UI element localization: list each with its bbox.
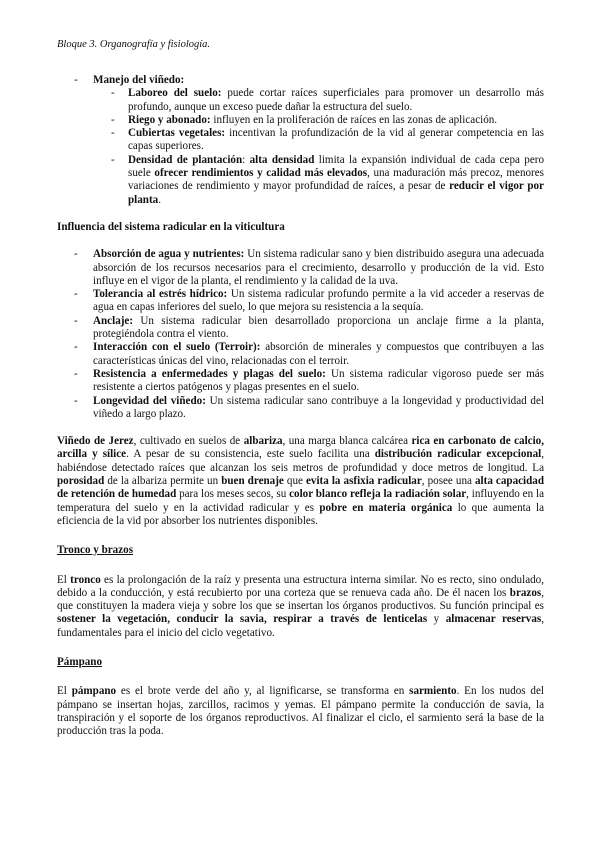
manejo-section — [57, 74, 544, 87]
list-dash: - — [74, 341, 78, 354]
manejo-title: Manejo del viñedo: — [93, 74, 185, 86]
list-dash: - — [74, 314, 78, 327]
list-dash: - — [74, 394, 78, 407]
list-dash: - — [74, 74, 78, 86]
list-item: - Interacción con el suelo (Terroir): absorción de minerales y compuestos que contribuyen a las características únicas del vino, relacionadas con el terroir. — [74, 341, 544, 367]
list-item: - Cubiertas vegetales: incentivan la profundización de la vid al generar competencia en las capas superiores. — [111, 127, 544, 153]
list-item: - Anclaje: Un sistema radicular bien desarrollado proporciona un anclaje firme a la planta, protegiéndola contra el viento. — [74, 314, 544, 341]
list-dash: - — [111, 113, 115, 126]
list-item: - Laboreo del suelo: puede cortar raíces superficiales para promover un desarrollo más profundo, aunque un exceso puede dañar la estructura del suelo. — [111, 87, 544, 113]
list-dash: - — [74, 248, 78, 261]
list-dash: - — [111, 127, 115, 140]
list-dash: - — [74, 367, 78, 380]
tronco-paragraph: El tronco es la prolongación de la raíz y presenta una estructura interna similar. No es recto, sino ondulado, debido a la conducción, y está recubierto por una corteza que se renueva cada año. De él nacen los brazos, que constituyen la madera vieja y sobre los que se insertan los órganos productivos. Su función principal es sostener la vegetación, conducir la savia, respirar a través de lenticelas y almacenar reservas, fundamentales para el inicio del ciclo vegetativo. — [57, 573, 544, 639]
list-item: - Resistencia a enfermedades y plagas del suelo: Un sistema radicular vigoroso puede ser más resistente a ciertos patógenos y plagas presentes en el suelo. — [74, 367, 544, 394]
tronco-heading: Tronco y brazos — [57, 544, 134, 557]
pampano-heading: Pámpano — [57, 655, 102, 668]
influencia-heading: Influencia del sistema radicular en la viticultura — [57, 220, 285, 233]
page-header: Bloque 3. Organografía y fisiología. — [57, 39, 211, 50]
document-body — [57, 74, 544, 738]
jerez-paragraph: Viñedo de Jerez, cultivado en suelos de albariza, una marga blanca calcárea rica en carbonato de calcio, arcilla y sílice. A pesar de su consistencia, este suelo facilita una distribución radicular excepcional, habiéndose detectado raíces que alcanzan los seis metros de profundidad y doce metros de longitud. La porosidad de la albariza permite un buen drenaje que evita la asfixia radicular, posee una alta capacidad de retención de humedad para los meses secos, su color blanco refleja la radiación solar, influyendo en la temperatura del suelo y en la actividad radicular y es pobre en materia orgánica lo que aumenta la eficiencia de la vid por absorber los nutrientes disponibles. — [57, 435, 545, 527]
list-item: - Longevidad del viñedo: Un sistema radicular sano contribuye a la longevidad y productividad del viñedo a largo plazo. — [74, 394, 544, 420]
list-dash: - — [111, 87, 115, 100]
list-item: - Riego y abonado: influyen en la proliferación de raíces en las zonas de aplicación. — [111, 113, 498, 126]
pampano-paragraph: El pámpano es el brote verde del año y, al lignificarse, se transforma en sarmiento. En los nudos del pámpano se insertan hojas, zarcillos, racimos y yemas. El pámpano permite la conducción de savia, la transpiración y el soporte de los órganos reproductivos. Al finalizar el ciclo, el sarmiento será la base de la producción tras la poda. — [57, 685, 544, 738]
list-item: - Tolerancia al estrés hídrico: Un sistema radicular profundo permite a la vid acceder a reservas de agua en capas inferiores del suelo, lo que mejora su resistencia a la sequía. — [74, 288, 544, 314]
list-dash: - — [74, 288, 78, 301]
list-dash: - — [111, 153, 115, 166]
list-item: - Densidad de plantación: alta densidad limita la expansión individual de cada cepa pero suele ofrecer rendimientos y calidad más elevados, una maduración más precoz, menores variaciones de rendimiento y mayor profundidad de raíces, a pesar de reducir el vigor por planta. — [111, 153, 544, 206]
list-item: - Absorción de agua y nutrientes: Un sistema radicular sano y bien distribuido asegura una adecuada absorción de los recursos necesarios para el crecimiento, desarrollo y producción de la vid. Esto influye en el vigor de la planta, el rendimiento y la calidad de la uva. — [74, 248, 544, 287]
